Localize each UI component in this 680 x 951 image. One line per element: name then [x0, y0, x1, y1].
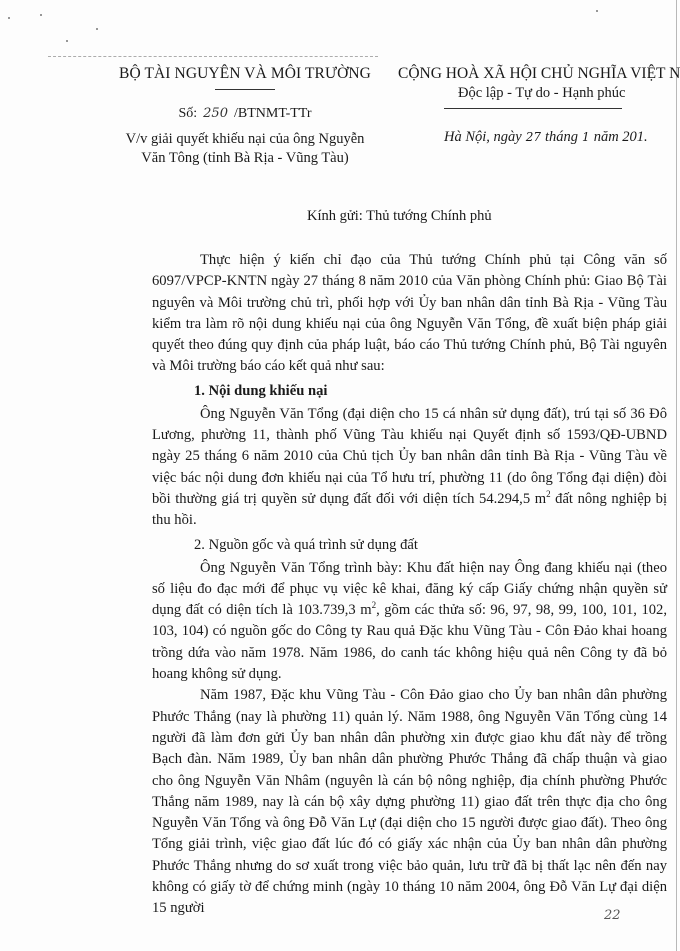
scan-speck	[8, 17, 10, 19]
subject-line-2: Văn Tông (tỉnh Bà Rịa - Vũng Tàu)	[141, 150, 349, 166]
scan-speck	[96, 28, 98, 30]
section-2-paragraph-1	[152, 558, 667, 686]
nation-name: CỘNG HOÀ XÃ HỘI CHỦ NGHĨA VIỆT N	[398, 65, 680, 82]
subject-line	[105, 130, 385, 168]
national-motto: Độc lập - Tự do - Hạnh phúc	[458, 85, 626, 101]
date-month-label: tháng	[545, 129, 579, 145]
subject-line-1: V/v giải quyết khiếu nại của ông Nguyễn	[125, 131, 365, 147]
scan-speck	[40, 14, 42, 16]
motto-underline	[444, 108, 622, 109]
header-right	[398, 64, 680, 147]
document-number	[105, 104, 385, 124]
salutation: Kính gửi: Thủ tướng Chính phủ	[307, 208, 492, 224]
intro-paragraph: Thực hiện ý kiến chỉ đạo của Thủ tướng Chính phủ tại Công văn số 6097/VPCP-KNTN ngày 27 tháng 8 năm 2010 của Văn phòng Chính phủ: Giao Bộ Tài nguyên và Môi trường chủ trì, phối hợp với Ủy ban nhân dân tỉnh Bà Rịa - Vũng Tàu kiểm tra làm rõ nội dung khiếu nại của ông Nguyễn Văn Tổng, đề xuất biện pháp giải quyết theo đúng quy định của pháp luật, báo cáo Thủ tướng Chính phủ, Bộ Tài nguyên và Môi trường báo cáo kết quả như sau:	[152, 252, 667, 375]
page-number: 22	[604, 908, 621, 923]
date-day: 27	[525, 130, 542, 144]
section-1-text-end: đất nông nghiệp bị thu hồi.	[152, 490, 667, 529]
section-2-paragraph-2: Năm 1987, Đặc khu Vũng Tàu - Côn Đảo giao cho Ủy ban nhân dân phường Phước Thắng (nay là phường 11) quản lý. Năm 1988, ông Nguyễn Văn Tổng cùng 14 người đã làm đơn gửi Ủy ban nhân dân phường xin được giao khu đất này để trồng Bạch đàn. Năm 1989, Ủy ban nhân dân phường Phước Thắng đã chấp thuận và giao cho ông Nguyễn Văn Nhâm (nguyên là cán bộ nông nghiệp, địa chính phường Phước Thắng năm 1989, nay là cán bộ xây dựng phường 11) giao đất trên thực địa cho ông Nguyễn Văn Tổng và ông Đỗ Văn Lự (đại diện cho 15 người được giao đất). Theo ông Tổng giải trình, việc giao đất lúc đó có giấy xác nhận của Ủy ban nhân dân phường Phước Thắng nhưng do sơ xuất trong việc bảo quản, lưu trữ đã bị thất lạc nên đến nay không có giấy tờ để chứng minh (ngày 10 tháng 10 năm 2004, ông Đỗ Văn Lự đại diện 15 người	[152, 687, 667, 917]
ministry-underline	[215, 89, 275, 90]
doc-number-handwritten: 250	[203, 106, 228, 121]
date-year-label: năm 201.	[593, 129, 648, 145]
section-2-heading: 2. Nguồn gốc và quá trình sử dụng đất	[194, 536, 418, 553]
superscript: 2	[546, 489, 551, 500]
ministry-name: BỘ TÀI NGUYÊN VÀ MÔI TRƯỜNG	[119, 65, 371, 82]
doc-number-prefix: Số:	[178, 106, 198, 121]
scan-speck	[596, 10, 598, 12]
date-prefix: Hà Nội, ngày	[444, 129, 522, 145]
scan-speck	[66, 40, 68, 42]
section-1-text: Ông Nguyễn Văn Tổng (đại diện cho 15 cá nhân sử dụng đất), trú tại số 36 Đô Lương, phường 11, thành phố Vũng Tàu khiếu nại Quyết định số 1593/QĐ-UBND ngày 25 tháng 6 năm 2010 của Chủ tịch Ủy ban nhân dân tỉnh Bà Rịa - Vũng Tàu về việc bác nội dung đơn khiếu nại của Tổ hưu trí, phường 11 (do ông Tổng đại diện) đòi bồi thường giá trị quyền sử dụng đất đối với diện tích 54.294,5 m	[152, 405, 667, 507]
doc-number-suffix: /BTNMT-TTr	[233, 106, 312, 121]
section-1-paragraph	[152, 404, 667, 532]
section-2-text: Ông Nguyễn Văn Tổng trình bày: Khu đất hiện nay Ông đang khiếu nại (theo số liệu đo đạc mới để phục vụ việc kê khai, đăng ký cấp Giấy chứng nhận quyền sử dụng đất có diện tích là 103.739,3 m	[152, 559, 667, 619]
superscript: 2	[371, 600, 377, 611]
section-1-heading: 1. Nội dung khiếu nại	[194, 382, 328, 399]
scan-artifact-line	[48, 56, 378, 58]
document-body	[152, 250, 667, 920]
header-left	[105, 64, 385, 168]
date-month: 1	[582, 130, 590, 144]
dateline	[444, 127, 680, 147]
section-2-text-end: , gồm các thửa số: 96, 97, 98, 99, 100, 101, 102, 103, 104) có nguồn gốc do Công ty Rau quả Đặc khu Vũng Tàu - Côn Đảo khai hoang trồng dứa vào năm 1978. Năm 1986, do canh tác không hiệu quả nên Công ty đã bỏ hoang không sử dụng.	[152, 602, 667, 683]
